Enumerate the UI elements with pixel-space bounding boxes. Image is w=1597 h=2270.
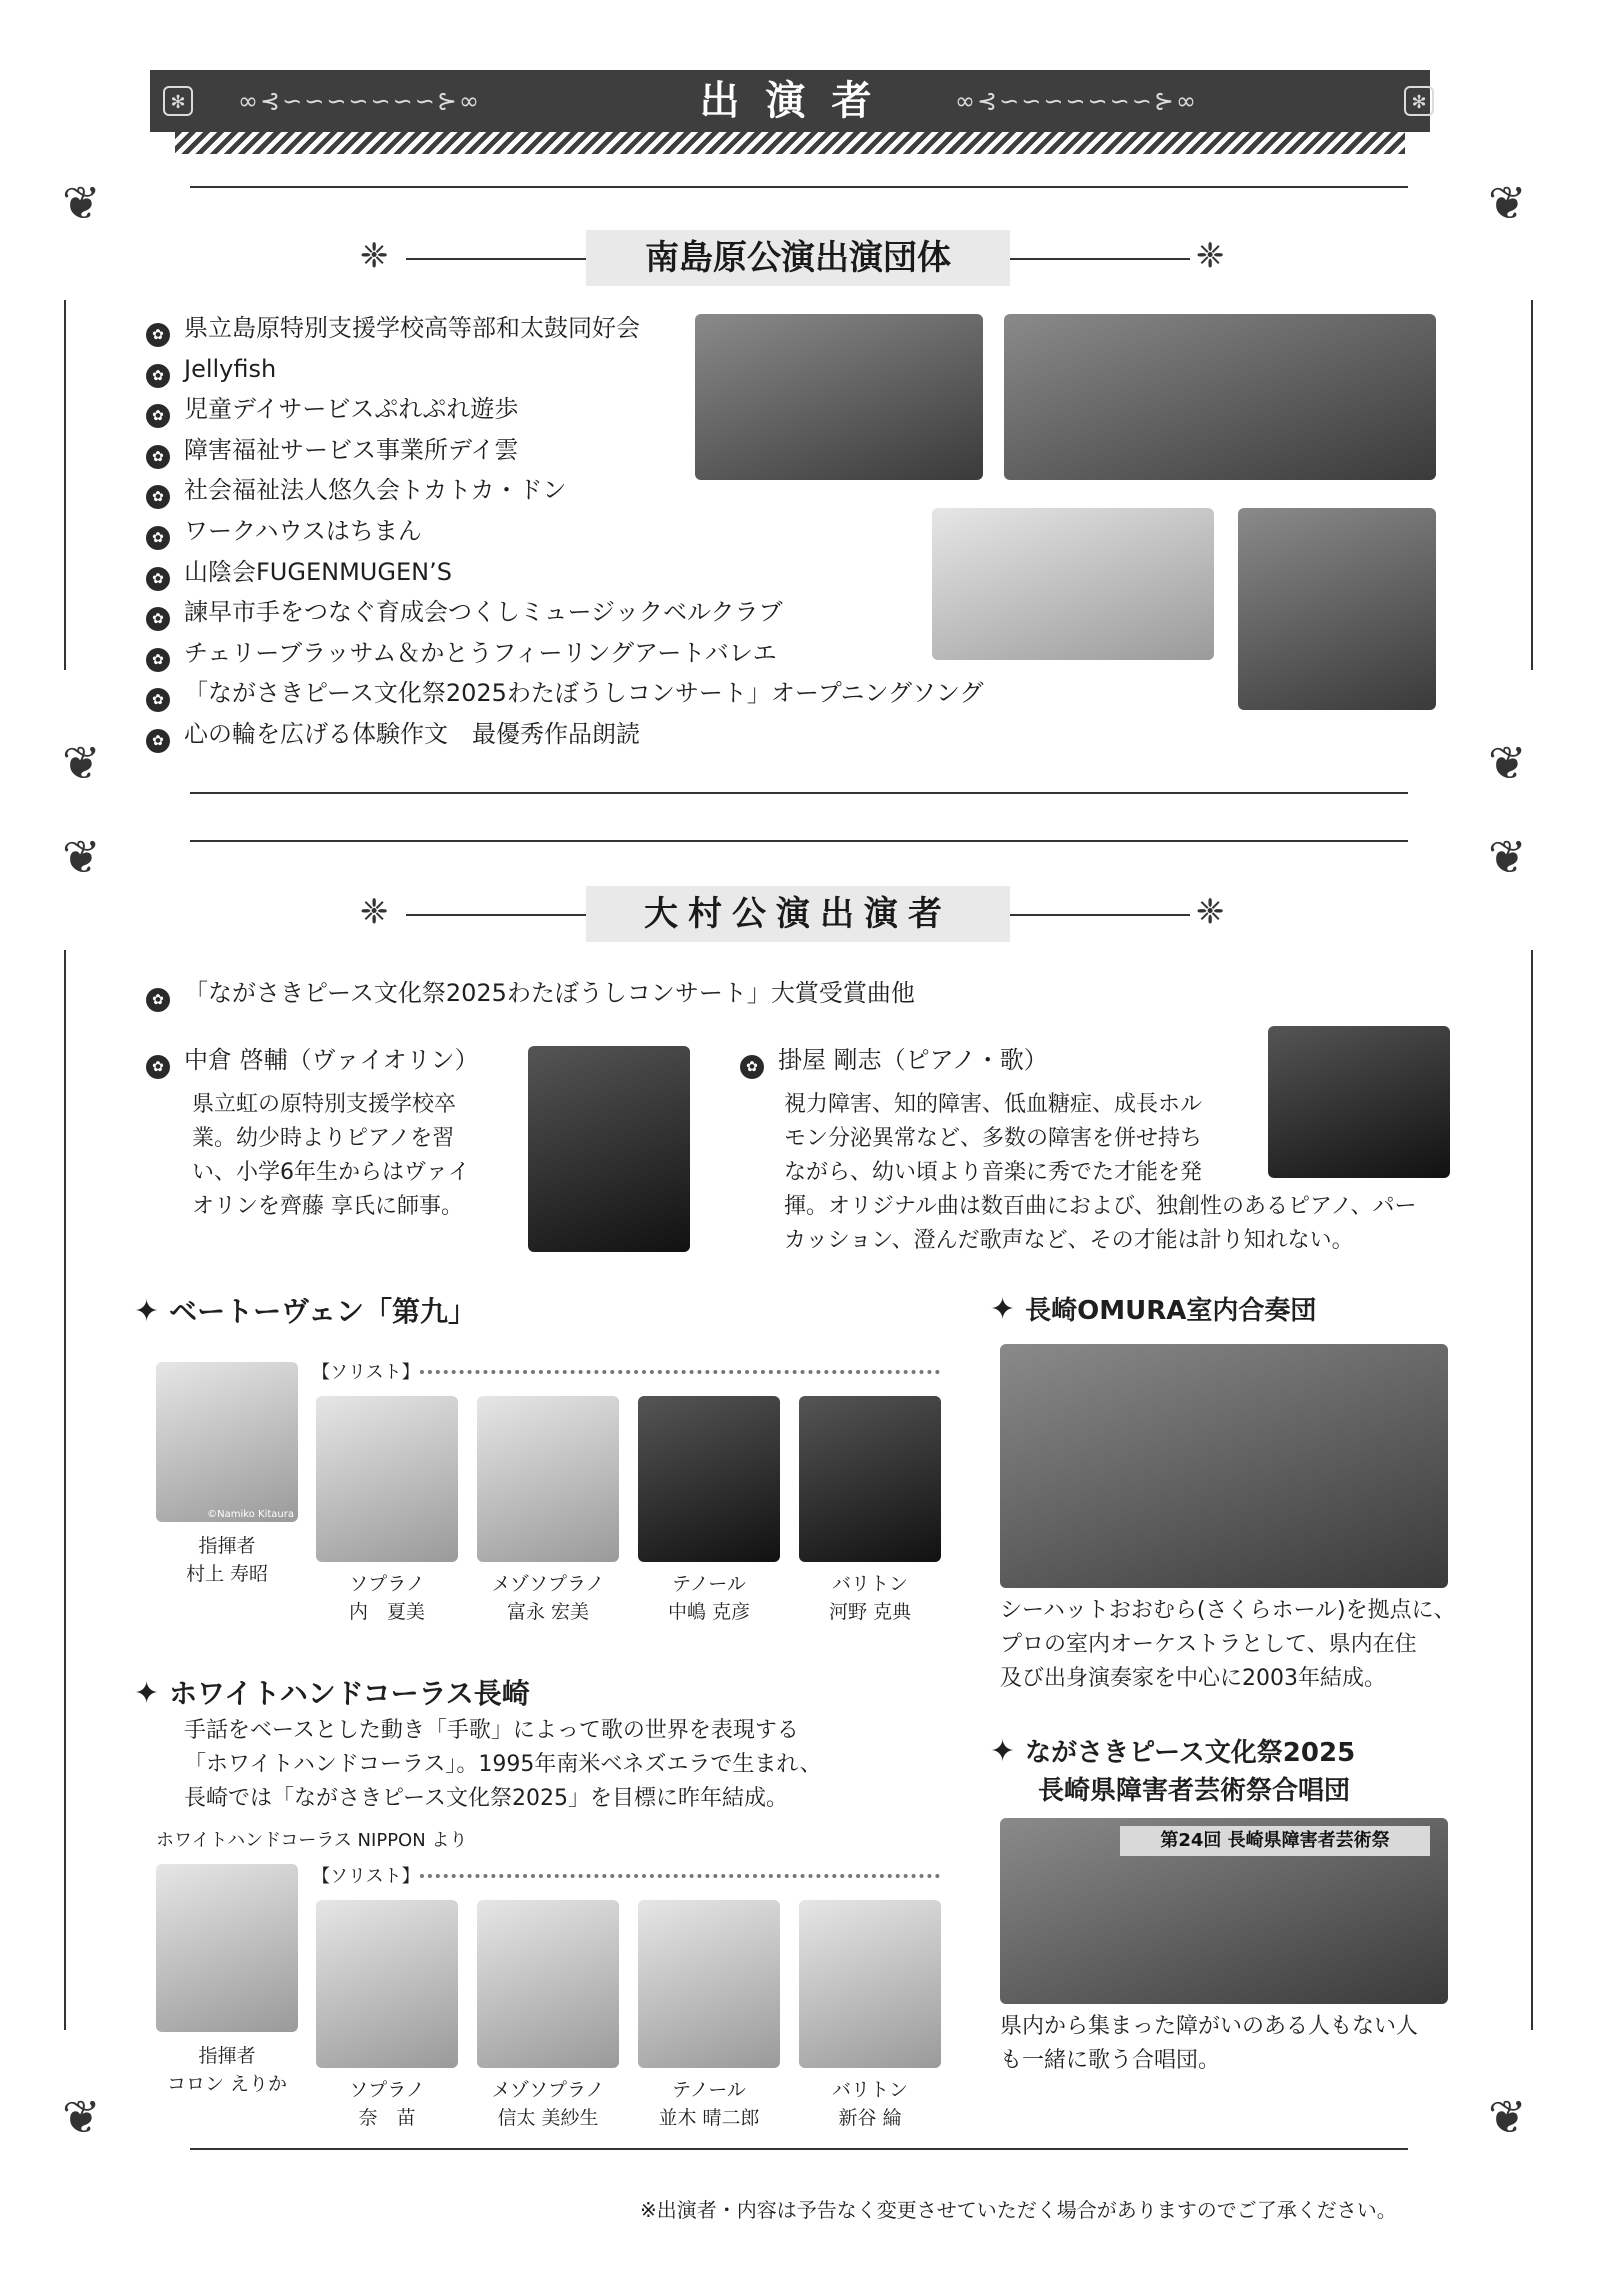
corner-flourish-icon: ❦ (1488, 830, 1527, 884)
flower-bullet-icon: ✿ (146, 607, 170, 631)
stage-banner: 第24回 長崎県障害者芸術祭 (1120, 1826, 1430, 1856)
soloist-label: 【ソリスト】 (312, 1866, 420, 1887)
banner-stripes (175, 132, 1405, 154)
frame-right-rule (1531, 300, 1533, 670)
photo-soloist (316, 1900, 458, 2068)
corner-flourish-icon: ❦ (62, 176, 101, 230)
soloist-caption: メゾソプラノ 富永 宏美 (491, 1573, 605, 1623)
list-item: ✿ 児童デイサービスぷれぷれ遊歩 (146, 389, 984, 430)
list-item: ✿ 社会福祉法人悠久会トカトカ・ドン (146, 470, 984, 511)
list-item: ✿ 「ながさきピース文化祭2025わたぼうしコンサート」オープニングソング (146, 673, 984, 714)
list-item: ✿ 心の輪を広げる体験作文 最優秀作品朗読 (146, 714, 984, 755)
flower-bullet-icon: ✿ (146, 364, 170, 388)
frame-bottom-rule (190, 792, 1408, 794)
sparkle-icon: ✦ (134, 1676, 160, 1711)
corner-flourish-icon: ❦ (62, 830, 101, 884)
performer-kakeya-bio: 視力障害、知的障害、低血糖症、成長ホル モン分泌異常など、多数の障害を併せ持ち ながら、幼い頃より音楽に秀でた才能を発 揮。オリジナル曲は数百曲におよび、独創性のあるピアノ、パー カッション、澄んだ歌声など、その才能は計り知れない。 (784, 1092, 1417, 1253)
section-title-omura: 大村公演出演者 (586, 886, 1010, 942)
photo-conductor-colon (156, 1864, 298, 2032)
performer-nakakura: ✿ 中倉 啓輔（ヴァイオリン） (146, 1042, 479, 1079)
list-item: ✿ 障害福祉サービス事業所デイ雲 (146, 430, 984, 471)
choir-heading: ✦ ながさきピース文化祭2025 (990, 1734, 1356, 1769)
frame-bottom-rule (190, 2148, 1408, 2150)
soloist-caption: メゾソプラノ 信太 美紗生 (491, 2079, 605, 2129)
list-item: ✿ 山陰会FUGENMUGEN’S (146, 552, 984, 593)
performer-nakakura-bio: 県立虹の原特別支援学校卒 業。幼少時よりピアノを習 い、小学6年生からはヴァイ オリンを齊藤 享氏に師事。 (192, 1092, 470, 1219)
title-flourish-icon: ❈ (1196, 892, 1225, 932)
section-title-minamishimabara: 南島原公演出演団体 (586, 230, 1010, 286)
photo-conductor-murakami (156, 1362, 298, 1522)
flower-bullet-icon: ✿ (146, 648, 170, 672)
choir-subheading: 長崎県障害者芸術祭合唱団 (1038, 1776, 1351, 1806)
flower-bullet-icon: ✿ (146, 404, 170, 428)
photo-credit: ©Namiko Kitaura (207, 1509, 294, 1520)
sparkle-icon: ✦ (990, 1292, 1016, 1327)
title-flourish-icon: ❈ (1196, 236, 1225, 276)
title-rule-left (406, 914, 586, 916)
photo-nakakura (528, 1046, 690, 1252)
white-hands-heading: ✦ ホワイトハンドコーラス長崎 (134, 1676, 530, 1711)
ensemble-description: シーハットおおむら(さくらホール)を拠点に、 プロの室内オーケストラとして、県内在住 及び出身演奏家を中心に2003年結成。 (1000, 1598, 1456, 1691)
corner-flourish-icon: ❦ (62, 2090, 101, 2144)
list-item: ✿ 県立島原特別支援学校高等部和太鼓同好会 (146, 308, 984, 349)
title-rule-right (1010, 258, 1190, 260)
soloist-caption: ソプラノ 内 夏美 (348, 1573, 425, 1623)
footnote: ※出演者・内容は予告なく変更させていただく場合がありますのでご了承ください。 (640, 2198, 1397, 2222)
flower-bullet-icon: ✿ (146, 688, 170, 712)
flower-bullet-icon: ✿ (146, 323, 170, 347)
list-item: ✿ チェリーブラッサム＆かとうフィーリングアートバレエ (146, 633, 984, 674)
corner-flourish-icon: ❦ (1488, 736, 1527, 790)
flower-bullet-icon: ✿ (146, 567, 170, 591)
frame-right-rule (1531, 950, 1533, 2030)
flower-bullet-icon: ✿ (146, 485, 170, 509)
title-flourish-icon: ❈ (360, 892, 389, 932)
flourish-left-icon: ∞⊰∽∽∽∽∽∽∽⊱∞ (238, 87, 481, 115)
photo-ballet (1238, 508, 1436, 710)
photo-soloist (638, 1396, 780, 1562)
white-hands-description: 手話をベースとした動き「手歌」によって歌の世界を表現する 「ホワイトハンドコーラス」。1995年南米ベネズエラで生まれ、 長崎では「ながさきピース文化祭2025」を目標に昨年結成。 (184, 1718, 822, 1811)
soloist-caption: テノール 中嶋 克彦 (667, 1573, 751, 1623)
flower-bullet-icon: ✿ (146, 526, 170, 550)
soloist-caption: バリトン 河野 克典 (828, 1573, 912, 1623)
photo-choir (1000, 1818, 1448, 2004)
frame-top-rule (190, 840, 1408, 842)
ornament-badge-right-icon: ✻ (1404, 86, 1434, 116)
flower-bullet-icon: ✿ (146, 729, 170, 753)
soloist-caption: ソプラノ 奈 苗 (349, 2079, 425, 2129)
corner-flourish-icon: ❦ (1488, 176, 1527, 230)
photo-soloist (799, 1396, 941, 1562)
flower-bullet-icon: ✿ (146, 445, 170, 469)
choir-description: 県内から集まった障がいのある人もない人 も一緒に歌う合唱団。 (1000, 2014, 1419, 2073)
photo-bell-club (932, 508, 1214, 660)
frame-left-rule (64, 300, 66, 670)
frame-top-rule (190, 186, 1408, 188)
list-item: ✿ ワークハウスはちまん (146, 511, 984, 552)
corner-flourish-icon: ❦ (62, 736, 101, 790)
list-item: ✿ Jellyfish (146, 349, 984, 390)
performer-kakeya: ✿ 掛屋 剛志（ピアノ・歌） (740, 1042, 1048, 1079)
conductor-caption: 指揮者 村上 寿昭 (185, 1535, 269, 1585)
photo-soloist (477, 1396, 619, 1562)
ornament-badge-left-icon: ✻ (163, 86, 193, 116)
soloist-caption: テノール 並木 晴二郎 (658, 2079, 760, 2129)
dotted-rule (420, 1874, 940, 1878)
sparkle-icon: ✦ (990, 1734, 1016, 1769)
page-title: 出演者 (699, 78, 898, 124)
soloist-label: 【ソリスト】 (312, 1362, 420, 1383)
photo-soloist (638, 1900, 780, 2068)
frame-left-rule (64, 950, 66, 2030)
ensemble-heading: ✦ 長崎OMURA室内合奏団 (990, 1292, 1317, 1327)
corner-flourish-icon: ❦ (1488, 2090, 1527, 2144)
flower-bullet-icon: ✿ (146, 988, 170, 1012)
title-rule-left (406, 258, 586, 260)
photo-dance-group (1004, 314, 1436, 480)
white-hands-source: ホワイトハンドコーラス NIPPON より (156, 1830, 468, 1851)
list-item: ✿ 諫早市手をつなぐ育成会つくしミュージックベルクラブ (146, 592, 984, 633)
photo-soloist (477, 1900, 619, 2068)
award-lead: ✿ 「ながさきピース文化祭2025わたぼうしコンサート」大賞受賞曲他 (146, 975, 915, 1012)
dotted-rule (420, 1370, 940, 1374)
flower-bullet-icon: ✿ (740, 1055, 764, 1079)
flower-bullet-icon: ✿ (146, 1055, 170, 1079)
title-flourish-icon: ❈ (360, 236, 389, 276)
soloist-caption: バリトン 新谷 綸 (831, 2079, 908, 2129)
photo-kakeya (1268, 1026, 1450, 1178)
sparkle-icon: ✦ (134, 1294, 160, 1329)
photo-ensemble (1000, 1344, 1448, 1588)
flourish-right-icon: ∞⊰∽∽∽∽∽∽∽⊱∞ (955, 87, 1198, 115)
photo-taiko-club (695, 314, 983, 480)
conductor-caption: 指揮者 コロン えりか (166, 2045, 288, 2095)
title-rule-right (1010, 914, 1190, 916)
beethoven-heading: ✦ ベートーヴェン「第九」 (134, 1294, 477, 1329)
photo-soloist (799, 1900, 941, 2068)
photo-soloist (316, 1396, 458, 1562)
